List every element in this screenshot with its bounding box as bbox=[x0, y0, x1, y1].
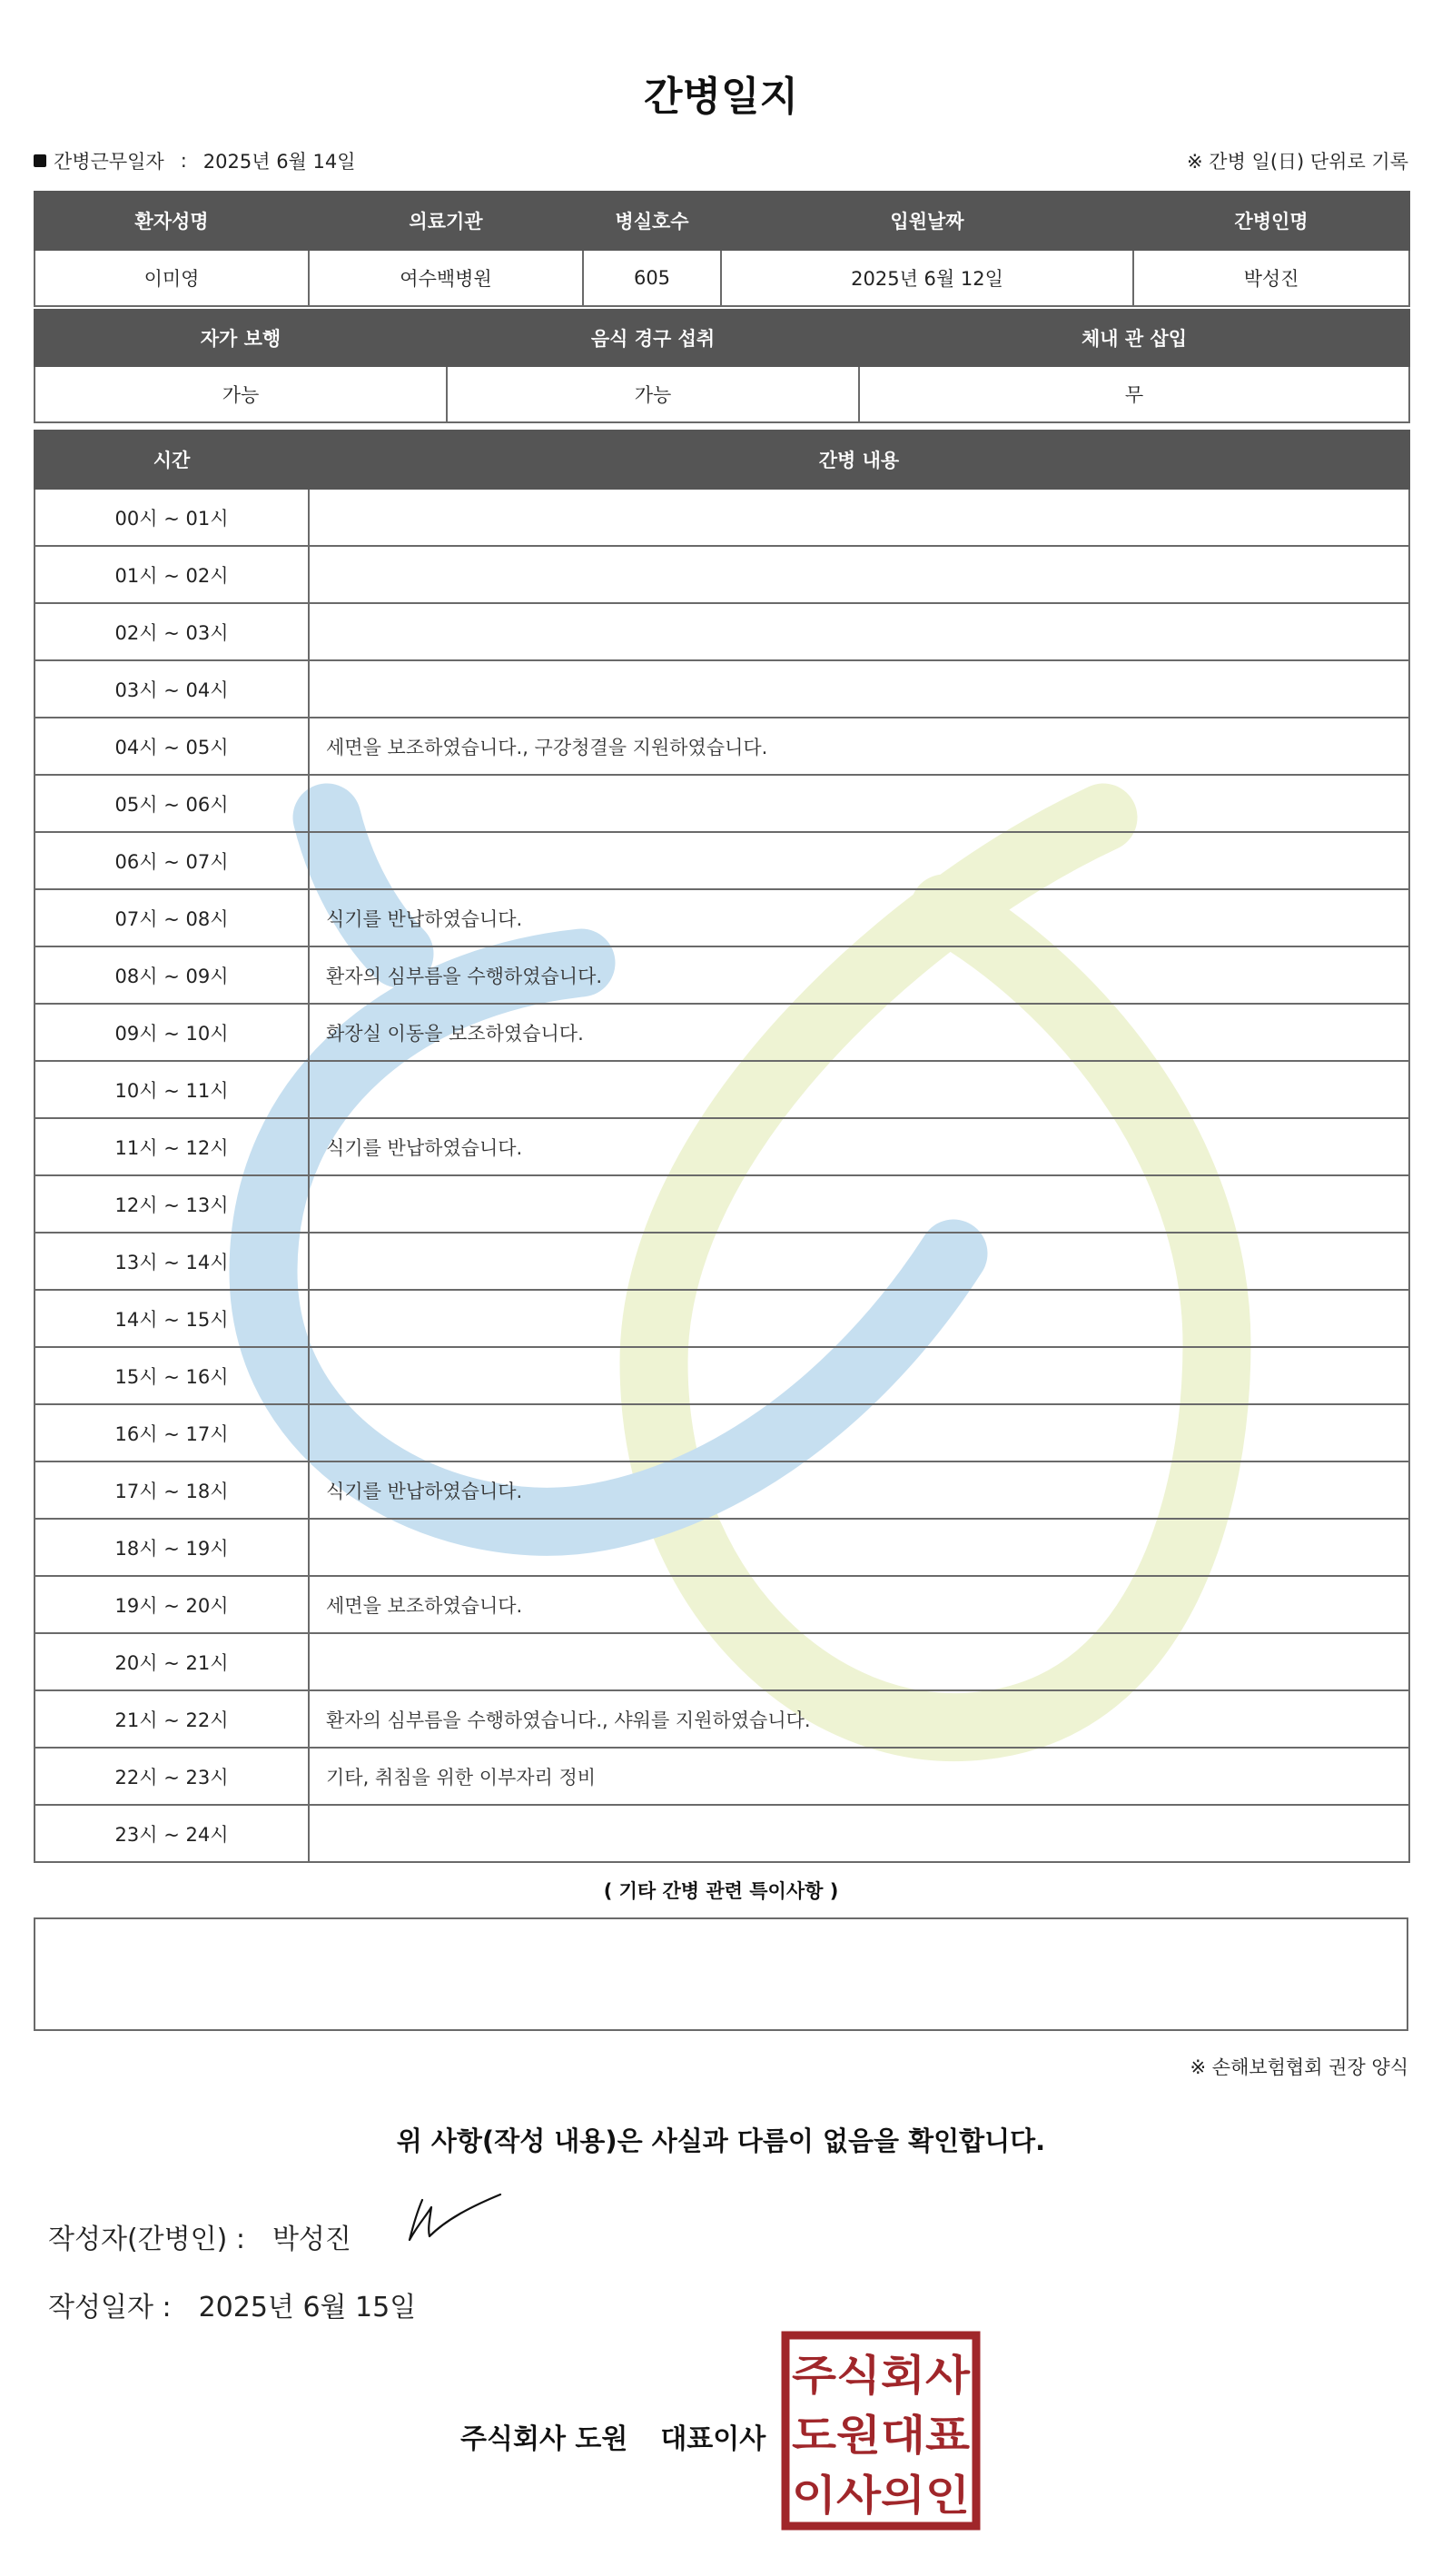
log-row bbox=[35, 1748, 1409, 1805]
condition-table bbox=[34, 309, 1410, 423]
log-row bbox=[35, 1576, 1409, 1633]
seal-text-line: 도원대표 bbox=[792, 2411, 971, 2460]
log-content: 세면을 보조하였습니다., 구강청결을 지원하였습니다. bbox=[309, 718, 1409, 775]
admission-date-header: 입원날짜 bbox=[721, 192, 1133, 250]
log-row bbox=[35, 489, 1409, 546]
tube-header: 체내 관 삽입 bbox=[859, 310, 1409, 366]
caregiver-header: 간병인명 bbox=[1133, 192, 1409, 250]
company-name: 주식회사 도원 bbox=[460, 2423, 628, 2455]
log-content bbox=[309, 1347, 1409, 1404]
log-row bbox=[35, 1290, 1409, 1347]
writer-line bbox=[48, 2216, 351, 2256]
room-header: 병실호수 bbox=[583, 192, 721, 250]
square-bullet-icon bbox=[34, 154, 46, 167]
log-time: 22시 ~ 23시 bbox=[35, 1748, 309, 1805]
walking-value: 가능 bbox=[35, 366, 447, 422]
patient-name-header: 환자성명 bbox=[35, 192, 309, 250]
work-date-value: 2025년 6월 14일 bbox=[202, 151, 356, 173]
log-content bbox=[309, 546, 1409, 603]
log-content bbox=[309, 1404, 1409, 1461]
log-row bbox=[35, 1690, 1409, 1748]
content-header: 간병 내용 bbox=[309, 431, 1409, 489]
document-title: 간병일지 bbox=[643, 74, 798, 120]
log-content bbox=[309, 1061, 1409, 1118]
hourly-log-table bbox=[34, 430, 1410, 1863]
log-time: 08시 ~ 09시 bbox=[35, 946, 309, 1004]
unit-note: ※ 간병 일(日) 단위로 기록 bbox=[1187, 151, 1408, 173]
patient-header-row bbox=[35, 192, 1409, 250]
writer-name: 박성진 bbox=[272, 2224, 351, 2255]
company-seal bbox=[780, 2330, 982, 2531]
time-header: 시간 bbox=[35, 431, 309, 489]
log-content bbox=[309, 1233, 1409, 1290]
notes-title: ( 기타 간병 관련 특이사항 ) bbox=[603, 1880, 839, 1902]
log-time: 13시 ~ 14시 bbox=[35, 1233, 309, 1290]
work-date bbox=[34, 147, 356, 174]
log-row bbox=[35, 946, 1409, 1004]
caregiver-name: 박성진 bbox=[1133, 250, 1409, 306]
writer-label: 작성자(간병인) : bbox=[48, 2224, 245, 2255]
log-time: 20시 ~ 21시 bbox=[35, 1633, 309, 1690]
log-row bbox=[35, 718, 1409, 775]
log-time: 21시 ~ 22시 bbox=[35, 1690, 309, 1748]
log-content bbox=[309, 1175, 1409, 1233]
log-row bbox=[35, 1233, 1409, 1290]
log-row bbox=[35, 660, 1409, 718]
log-time: 02시 ~ 03시 bbox=[35, 603, 309, 660]
log-time: 17시 ~ 18시 bbox=[35, 1461, 309, 1519]
work-date-label: 간병근무일자 bbox=[54, 151, 164, 173]
written-date-line bbox=[48, 2284, 416, 2324]
log-time: 03시 ~ 04시 bbox=[35, 660, 309, 718]
walking-header: 자가 보행 bbox=[35, 310, 447, 366]
log-time: 05시 ~ 06시 bbox=[35, 775, 309, 832]
patient-info-table bbox=[34, 191, 1410, 307]
oral-intake-value: 가능 bbox=[447, 366, 859, 422]
log-row bbox=[35, 546, 1409, 603]
condition-value-row bbox=[35, 366, 1409, 422]
log-row bbox=[35, 1004, 1409, 1061]
log-content: 화장실 이동을 보조하였습니다. bbox=[309, 1004, 1409, 1061]
log-time: 00시 ~ 01시 bbox=[35, 489, 309, 546]
work-date-separator: : bbox=[180, 150, 187, 172]
log-time: 09시 ~ 10시 bbox=[35, 1004, 309, 1061]
log-time: 10시 ~ 11시 bbox=[35, 1061, 309, 1118]
log-row bbox=[35, 1061, 1409, 1118]
log-content: 기타, 취침을 위한 이부자리 정비 bbox=[309, 1748, 1409, 1805]
log-time: 06시 ~ 07시 bbox=[35, 832, 309, 889]
log-row bbox=[35, 1805, 1409, 1862]
log-content bbox=[309, 1519, 1409, 1576]
log-content: 환자의 심부름을 수행하였습니다., 샤워를 지원하였습니다. bbox=[309, 1690, 1409, 1748]
meta-row bbox=[34, 147, 1408, 174]
log-header-row bbox=[35, 431, 1409, 489]
hospital-header: 의료기관 bbox=[309, 192, 583, 250]
tube-value: 무 bbox=[859, 366, 1409, 422]
log-content bbox=[309, 1290, 1409, 1347]
log-content: 식기를 반납하였습니다. bbox=[309, 1461, 1409, 1519]
log-time: 18시 ~ 19시 bbox=[35, 1519, 309, 1576]
log-row bbox=[35, 1118, 1409, 1175]
log-time: 12시 ~ 13시 bbox=[35, 1175, 309, 1233]
log-row bbox=[35, 1633, 1409, 1690]
written-date-value: 2025년 6월 15일 bbox=[198, 2292, 417, 2323]
log-row bbox=[35, 1404, 1409, 1461]
log-content bbox=[309, 832, 1409, 889]
log-content bbox=[309, 489, 1409, 546]
log-time: 04시 ~ 05시 bbox=[35, 718, 309, 775]
log-row bbox=[35, 1347, 1409, 1404]
admission-date: 2025년 6월 12일 bbox=[721, 250, 1133, 306]
log-time: 01시 ~ 02시 bbox=[35, 546, 309, 603]
written-date-label: 작성일자 : bbox=[48, 2292, 172, 2323]
log-row bbox=[35, 1519, 1409, 1576]
patient-name: 이미영 bbox=[35, 250, 309, 306]
log-time: 23시 ~ 24시 bbox=[35, 1805, 309, 1862]
log-content bbox=[309, 603, 1409, 660]
log-content: 환자의 심부름을 수행하였습니다. bbox=[309, 946, 1409, 1004]
seal-text-line: 주식회사 bbox=[792, 2351, 971, 2400]
seal-text-line: 이사의인 bbox=[792, 2471, 970, 2520]
oral-intake-header: 음식 경구 섭취 bbox=[447, 310, 859, 366]
log-row bbox=[35, 775, 1409, 832]
confirmation-statement: 위 사항(작성 내용)은 사실과 다름이 없음을 확인합니다. bbox=[396, 2125, 1046, 2156]
form-source-note: ※ 손해보험협회 권장 양식 bbox=[1190, 2056, 1408, 2078]
log-content bbox=[309, 660, 1409, 718]
log-content bbox=[309, 1805, 1409, 1862]
log-content bbox=[309, 775, 1409, 832]
log-content bbox=[309, 1633, 1409, 1690]
condition-header-row bbox=[35, 310, 1409, 366]
log-content: 식기를 반납하였습니다. bbox=[309, 1118, 1409, 1175]
log-content: 세면을 보조하였습니다. bbox=[309, 1576, 1409, 1633]
handwritten-signature bbox=[406, 2189, 506, 2244]
log-body bbox=[35, 489, 1409, 1862]
company-title: 대표이사 bbox=[660, 2423, 766, 2455]
log-time: 15시 ~ 16시 bbox=[35, 1347, 309, 1404]
room-number: 605 bbox=[583, 250, 721, 306]
log-row bbox=[35, 1461, 1409, 1519]
company-line bbox=[460, 2416, 765, 2456]
log-time: 11시 ~ 12시 bbox=[35, 1118, 309, 1175]
notes-box bbox=[34, 1917, 1408, 2031]
log-row bbox=[35, 603, 1409, 660]
log-row bbox=[35, 832, 1409, 889]
log-content: 식기를 반납하였습니다. bbox=[309, 889, 1409, 946]
hospital-name: 여수백병원 bbox=[309, 250, 583, 306]
patient-value-row bbox=[35, 250, 1409, 306]
log-time: 07시 ~ 08시 bbox=[35, 889, 309, 946]
log-row bbox=[35, 889, 1409, 946]
log-row bbox=[35, 1175, 1409, 1233]
log-time: 16시 ~ 17시 bbox=[35, 1404, 309, 1461]
log-time: 19시 ~ 20시 bbox=[35, 1576, 309, 1633]
log-time: 14시 ~ 15시 bbox=[35, 1290, 309, 1347]
